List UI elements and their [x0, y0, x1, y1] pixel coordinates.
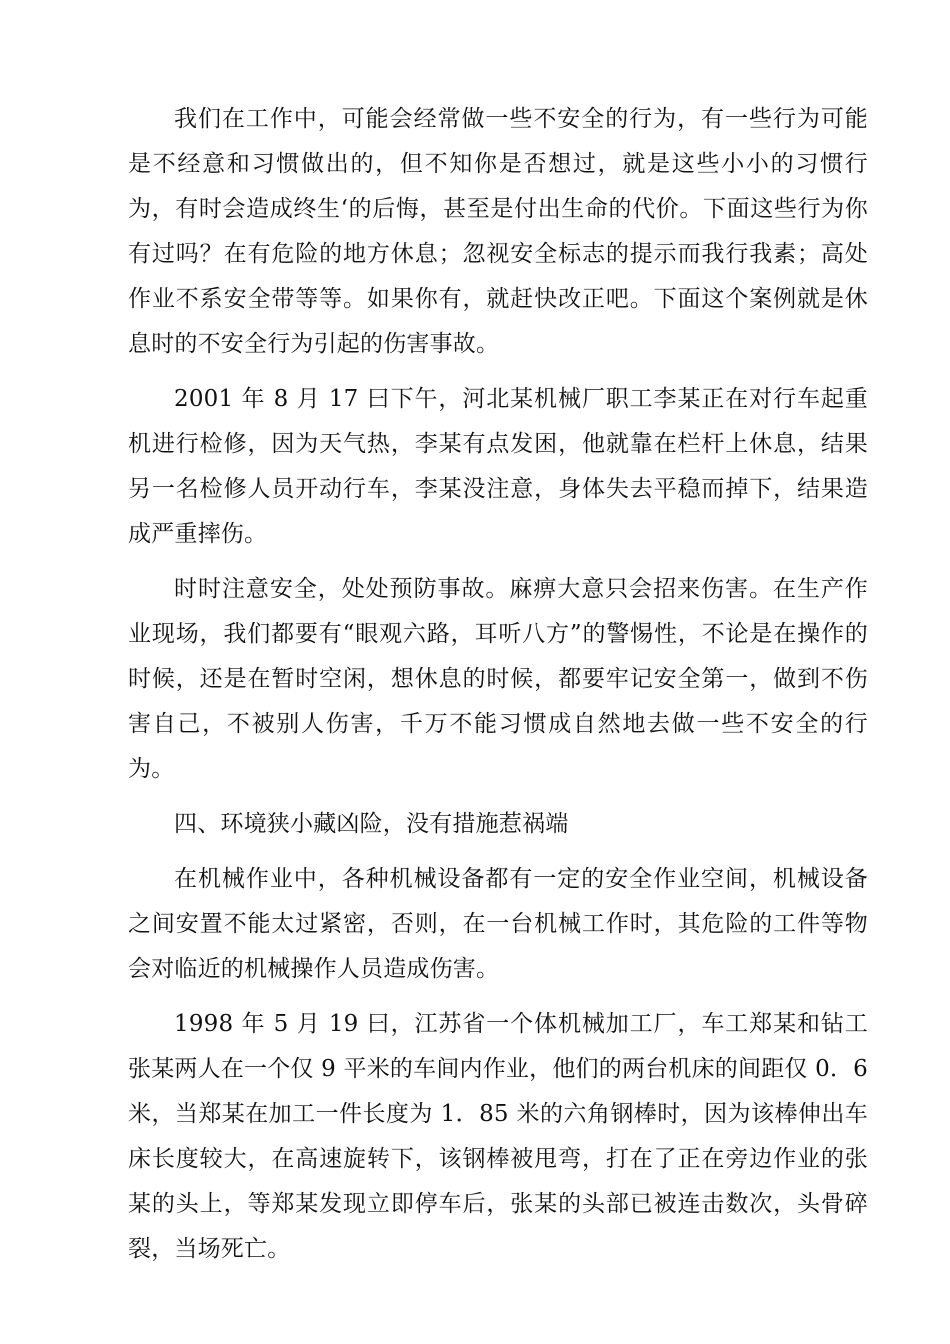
paragraph-safety-advice: 时时注意安全，处处预防事故。麻痹大意只会招来伤害。在生产作业现场，我们都要有“眼观六路，耳听八方”的警惕性，不论是在操作的时候，还是在暂时空闲，想休息的时候，都要牢记安全第一，做到不伤害自己，不被别人伤害，千万不能习惯成自然地去做一些不安全的行为。: [128, 576, 868, 782]
document-body: [128, 97, 868, 1282]
paragraph-unsafe-habits: 我们在工作中，可能会经常做一些不安全的行为，有一些行为可能是不经意和习惯做出的，但不知你是否想过，就是这些小小的习惯行为，有时会造成终生‘的后悔，甚至是付出生命的代价。下面这些行为你有过吗？在有危险的地方休息；忽视安全标志的提示而我行我素；高处作业不系安全带等等。如果你有，就赶快改正吧。下面这个案例就是休息时的不安全行为引起的伤害事故。: [128, 106, 868, 357]
section-heading-four: 四、环境狭小藏凶险，没有措施惹祸端: [174, 811, 569, 837]
paragraph-case-1998: 1998 年 5 月 19 曰，江苏省一个体机械加工厂，车工郑某和钻工张某两人在一个仅 9 平米的车间内作业，他们的两台机床的间距仅 0．6 米，当郑某在加工一件长度为 1．85 米的六角钢棒时，因为该棒伸出车床长度较大，在高速旋转下，该钢棒被甩弯，打在了正在旁边作业的张某的头上，等郑某发现立即停车后，张某的头部已被连击数次，头骨碎裂，当场死亡。: [128, 1011, 868, 1262]
paragraph-machine-spacing: 在机械作业中，各种机械设备都有一定的安全作业空间，机械设备之间安置不能太过紧密，否则，在一台机械工作时，其危险的工件等物会对临近的机械操作人员造成伤害。: [128, 866, 868, 982]
paragraph-case-2001: 2001 年 8 月 17 曰下午，河北某机械厂职工李某正在对行车起重机进行检修，因为天气热，李某有点发困，他就靠在栏杆上休息，结果另一名检修人员开动行车，李某没注意，身体失去平稳而掉下，结果造成严重摔伤。: [128, 386, 868, 547]
